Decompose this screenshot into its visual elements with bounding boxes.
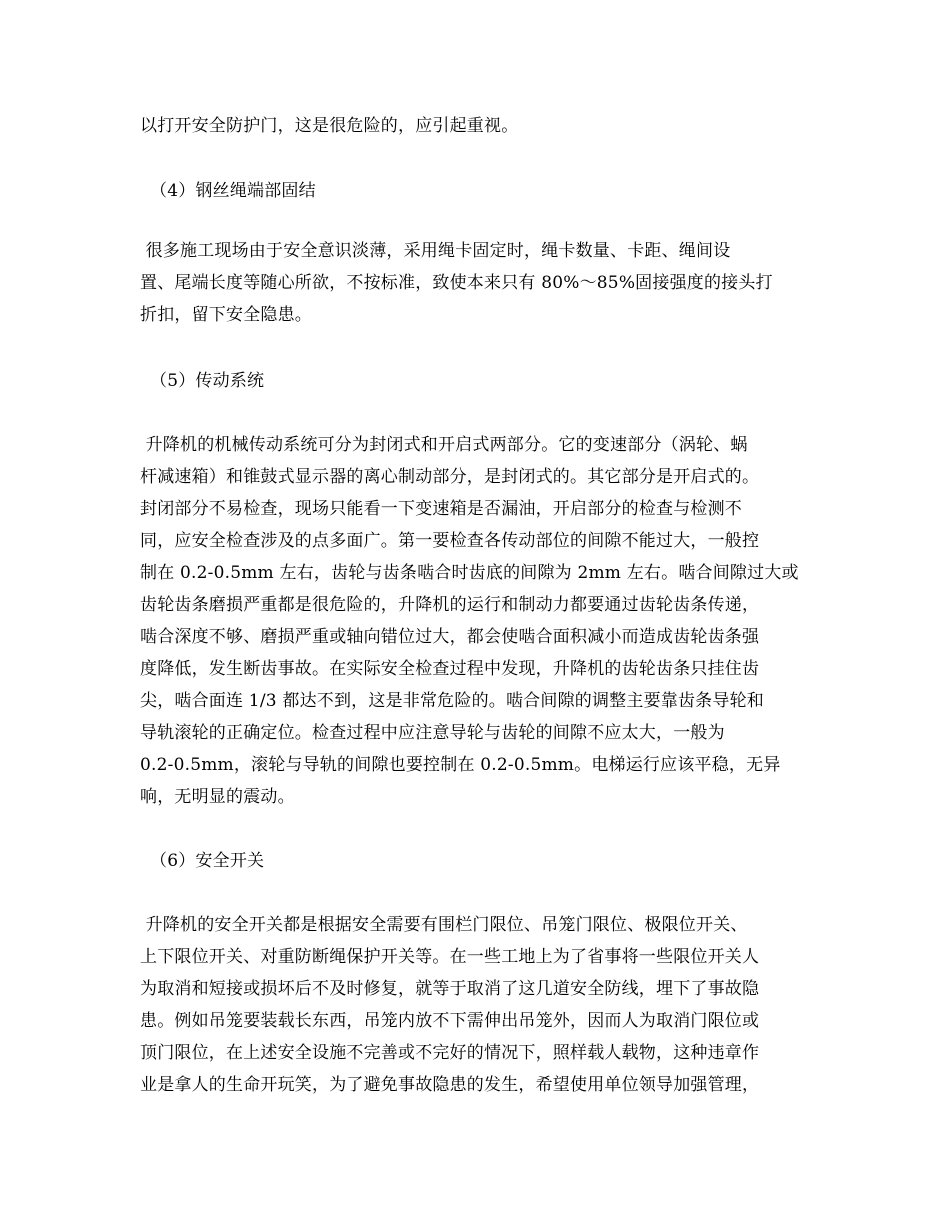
section-heading: （5）传动系统 <box>150 371 265 391</box>
paragraph-line: 同，应安全检查涉及的点多面广。第一要检查各传动部位的间隙不能过大，一般控 <box>140 531 760 551</box>
paragraph-line: 0.2-0.5mm，滚轮与导轨的间隙也要控制在 0.2-0.5mm。电梯运行应该平稳，无异 <box>140 755 781 775</box>
paragraph-line: 啮合深度不够、磨损严重或轴向错位过大，都会使啮合面积减小而造成齿轮齿条强 <box>140 627 760 647</box>
paragraph-line: 很多施工现场由于安全意识淡薄，采用绳卡固定时，绳卡数量、卡距、绳间设 <box>140 241 731 261</box>
section-heading: （6）安全开关 <box>150 851 265 871</box>
paragraph-line: 响，无明显的震动。 <box>140 787 295 807</box>
paragraph-line: 制在 0.2-0.5mm 左右，齿轮与齿条啮合时齿底的间隙为 2mm 左右。啮合间隙过大或 <box>140 563 799 583</box>
paragraph-line: 患。例如吊笼要装载长东西，吊笼内放不下需伸出吊笼外，因而人为取消门限位或 <box>140 1011 760 1031</box>
paragraph-line: 度降低，发生断齿事故。在实际安全检查过程中发现，升降机的齿轮齿条只挂住齿 <box>140 659 760 679</box>
paragraph-line: 尖，啮合面连 1/3 都达不到，这是非常危险的。啮合间隙的调整主要靠齿条导轮和 <box>140 691 764 711</box>
paragraph-line: 上下限位开关、对重防断绳保护开关等。在一些工地上为了省事将一些限位开关人 <box>140 947 760 967</box>
paragraph-line: 杆减速箱）和锥鼓式显示器的离心制动部分，是封闭式的。其它部分是开启式的。 <box>140 467 760 487</box>
paragraph-line: 折扣，留下安全隐患。 <box>140 305 312 325</box>
paragraph-line: 封闭部分不易检查，现场只能看一下变速箱是否漏油，开启部分的检查与检测不 <box>140 499 742 519</box>
paragraph-line: 齿轮齿条磨损严重都是很危险的，升降机的运行和制动力都要通过齿轮齿条传递， <box>140 595 760 615</box>
paragraph-line: 置、尾端长度等随心所欲，不按标准，致使本来只有 80%～85%固接强度的接头打 <box>140 273 773 293</box>
paragraph-line: 升降机的机械传动系统可分为封闭式和开启式两部分。它的变速部分（涡轮、蜗 <box>140 435 748 455</box>
paragraph-line: 导轨滚轮的正确定位。检查过程中应注意导轮与齿轮的间隙不应太大，一般为 <box>140 723 725 743</box>
paragraph-line: 以打开安全防护门，这是很危险的，应引起重视。 <box>140 116 519 136</box>
paragraph-line: 为取消和短接或损坏后不及时修复，就等于取消了这几道安全防线，埋下了事故隐 <box>140 979 760 999</box>
section-heading: （4）钢丝绳端部固结 <box>150 181 316 201</box>
paragraph-line: 升降机的安全开关都是根据安全需要有围栏门限位、吊笼门限位、极限位开关、 <box>140 915 748 935</box>
paragraph-line: 顶门限位，在上述安全设施不完善或不完好的情况下，照样载人载物，这种违章作 <box>140 1043 760 1063</box>
paragraph-line: 业是拿人的生命开玩笑，为了避免事故隐患的发生，希望使用单位领导加强管理， <box>140 1075 760 1095</box>
